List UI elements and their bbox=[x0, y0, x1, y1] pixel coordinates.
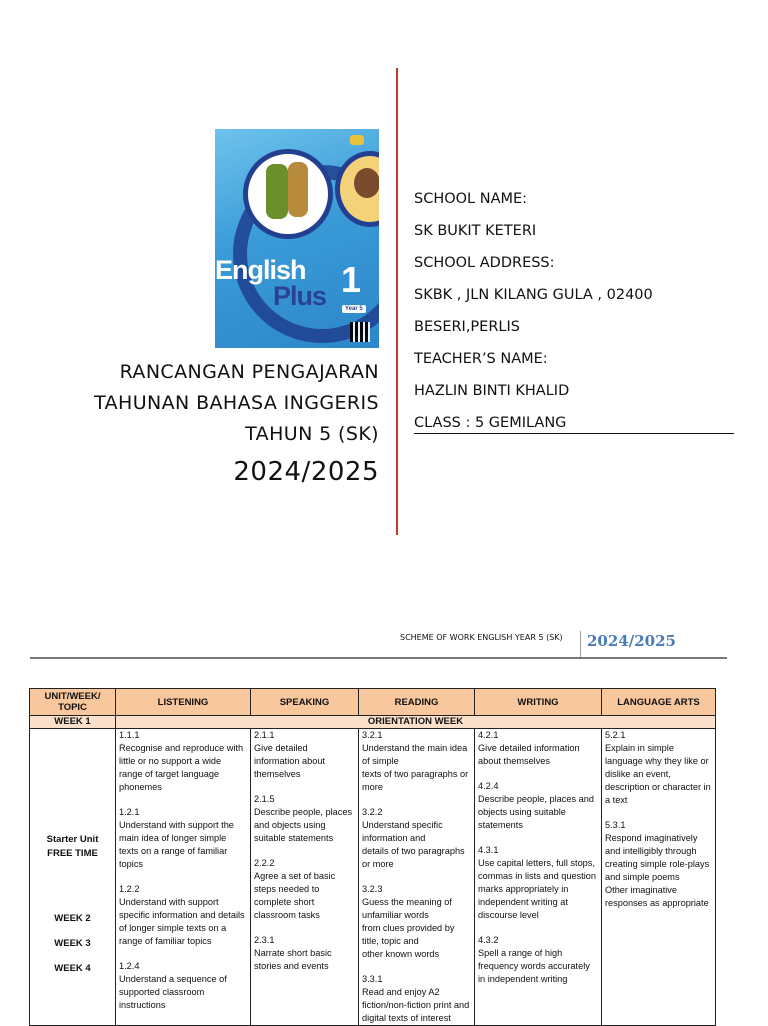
writing-cell bbox=[475, 729, 602, 1026]
week1-activity: ORIENTATION WEEK bbox=[116, 716, 716, 729]
info-underline bbox=[414, 433, 734, 434]
reading-3-2-3: 3.2.3 Guess the meaning of unfamiliar words from clues provided by title, topic and other known words bbox=[362, 884, 455, 959]
cover-badge: Year 5 bbox=[342, 305, 366, 313]
cover-brand: English Plus bbox=[215, 255, 327, 311]
header-speaking: SPEAKING bbox=[251, 689, 359, 716]
reading-3-2-2: 3.2.2 Understand specific information and details of two paragraphs or more bbox=[362, 807, 465, 869]
reading-cell bbox=[359, 729, 475, 1026]
listening-cell bbox=[116, 729, 251, 1026]
title-line-1: RANCANGAN PENGAJARAN bbox=[119, 361, 379, 383]
language-arts-5-3-1: 5.3.1 Respond imaginatively and intelligibly through creating simple role-plays and simple poems Other imaginative responses as appropriate bbox=[605, 820, 710, 908]
school-address-label: SCHOOL ADDRESS: bbox=[414, 255, 555, 271]
week1-label: WEEK 1 bbox=[30, 716, 116, 729]
teacher-name-label: TEACHER’S NAME: bbox=[414, 351, 548, 367]
table-row-week1 bbox=[30, 716, 716, 729]
table-header-row bbox=[30, 689, 716, 716]
school-name-value: SK BUKIT KETERI bbox=[414, 223, 537, 239]
writing-4-2-1: 4.2.1 Give detailed information about themselves bbox=[478, 730, 580, 766]
speaking-cell bbox=[251, 729, 359, 1026]
language-arts-cell bbox=[602, 729, 716, 1026]
language-arts-5-2-1: 5.2.1 Explain in simple language why they like or dislike an event, description or character in a text bbox=[605, 730, 711, 805]
document-title bbox=[94, 357, 379, 492]
crest-icon bbox=[350, 135, 364, 145]
cover-level: 1 bbox=[341, 259, 362, 300]
listening-1-1-1: 1.1.1 Recognise and reproduce with little or no support a wide range of target language phonemes bbox=[119, 730, 244, 792]
header-listening: LISTENING bbox=[116, 689, 251, 716]
scheme-of-work-table bbox=[29, 688, 716, 1026]
scheme-rule bbox=[30, 657, 727, 659]
header-reading: READING bbox=[359, 689, 475, 716]
listening-1-2-2: 1.2.2 Understand with support specific information and details of longer simple texts on a range of familiar topics bbox=[119, 884, 245, 946]
table-row-starter-unit bbox=[30, 729, 716, 1026]
unit-week-2: WEEK 2 bbox=[54, 913, 91, 924]
unit-week-3: WEEK 3 bbox=[54, 938, 91, 949]
cover-photo-kids bbox=[243, 149, 333, 239]
unit-cell bbox=[30, 729, 116, 1026]
school-info bbox=[414, 183, 734, 439]
writing-4-3-2: 4.3.2 Spell a range of high frequency words accurately in independent writing bbox=[478, 935, 590, 984]
speaking-2-1-1: 2.1.1 Give detailed information about themselves bbox=[254, 730, 325, 779]
scheme-label: SCHEME OF WORK ENGLISH YEAR 5 (SK) bbox=[400, 633, 563, 642]
reading-3-3-1: 3.3.1 Read and enjoy A2 fiction/non-fiction print and digital texts of interest bbox=[362, 974, 470, 1023]
writing-4-2-4: 4.2.4 Describe people, places and objects using suitable statements bbox=[478, 781, 594, 830]
scheme-separator bbox=[580, 631, 581, 657]
unit-topic: FREE TIME bbox=[47, 848, 98, 859]
scheme-year: 2024/2025 bbox=[587, 632, 676, 650]
unit-week-4: WEEK 4 bbox=[54, 963, 91, 974]
vertical-divider bbox=[396, 68, 398, 535]
header-language-arts: LANGUAGE ARTS bbox=[602, 689, 716, 716]
title-line-2: TAHUNAN BAHASA INGGERIS bbox=[94, 392, 379, 414]
unit-title: Starter Unit bbox=[46, 834, 99, 845]
header-writing: WRITING bbox=[475, 689, 602, 716]
title-line-3: TAHUN 5 (SK) bbox=[245, 423, 379, 445]
class-value: CLASS : 5 GEMILANG bbox=[414, 415, 567, 431]
school-name-label: SCHOOL NAME: bbox=[414, 191, 528, 207]
speaking-2-1-5: 2.1.5 Describe people, places and objects using suitable statements bbox=[254, 794, 353, 843]
teacher-name-value: HAZLIN BINTI KHALID bbox=[414, 383, 570, 399]
school-address-line-2: BESERI,PERLIS bbox=[414, 319, 520, 335]
qr-code-icon bbox=[350, 322, 370, 342]
speaking-2-3-1: 2.3.1 Narrate short basic stories and events bbox=[254, 935, 332, 971]
title-year: 2024/2025 bbox=[233, 457, 379, 487]
listening-1-2-4: 1.2.4 Understand a sequence of supported classroom instructions bbox=[119, 961, 227, 1010]
listening-1-2-1: 1.2.1 Understand with support the main idea of longer simple texts on a range of familiar topics bbox=[119, 807, 234, 869]
writing-4-3-1: 4.3.1 Use capital letters, full stops, commas in lists and question marks appropriately in independent writing at discourse level bbox=[478, 845, 596, 920]
school-address-line-1: SKBK , JLN KILANG GULA , 02400 bbox=[414, 287, 653, 303]
textbook-cover-image bbox=[215, 129, 379, 348]
speaking-2-2-2: 2.2.2 Agree a set of basic steps needed to complete short classroom tasks bbox=[254, 858, 336, 920]
header-unit: UNIT/WEEK/ TOPIC bbox=[30, 689, 116, 716]
reading-3-2-1: 3.2.1 Understand the main idea of simple texts of two paragraphs or more bbox=[362, 730, 469, 792]
